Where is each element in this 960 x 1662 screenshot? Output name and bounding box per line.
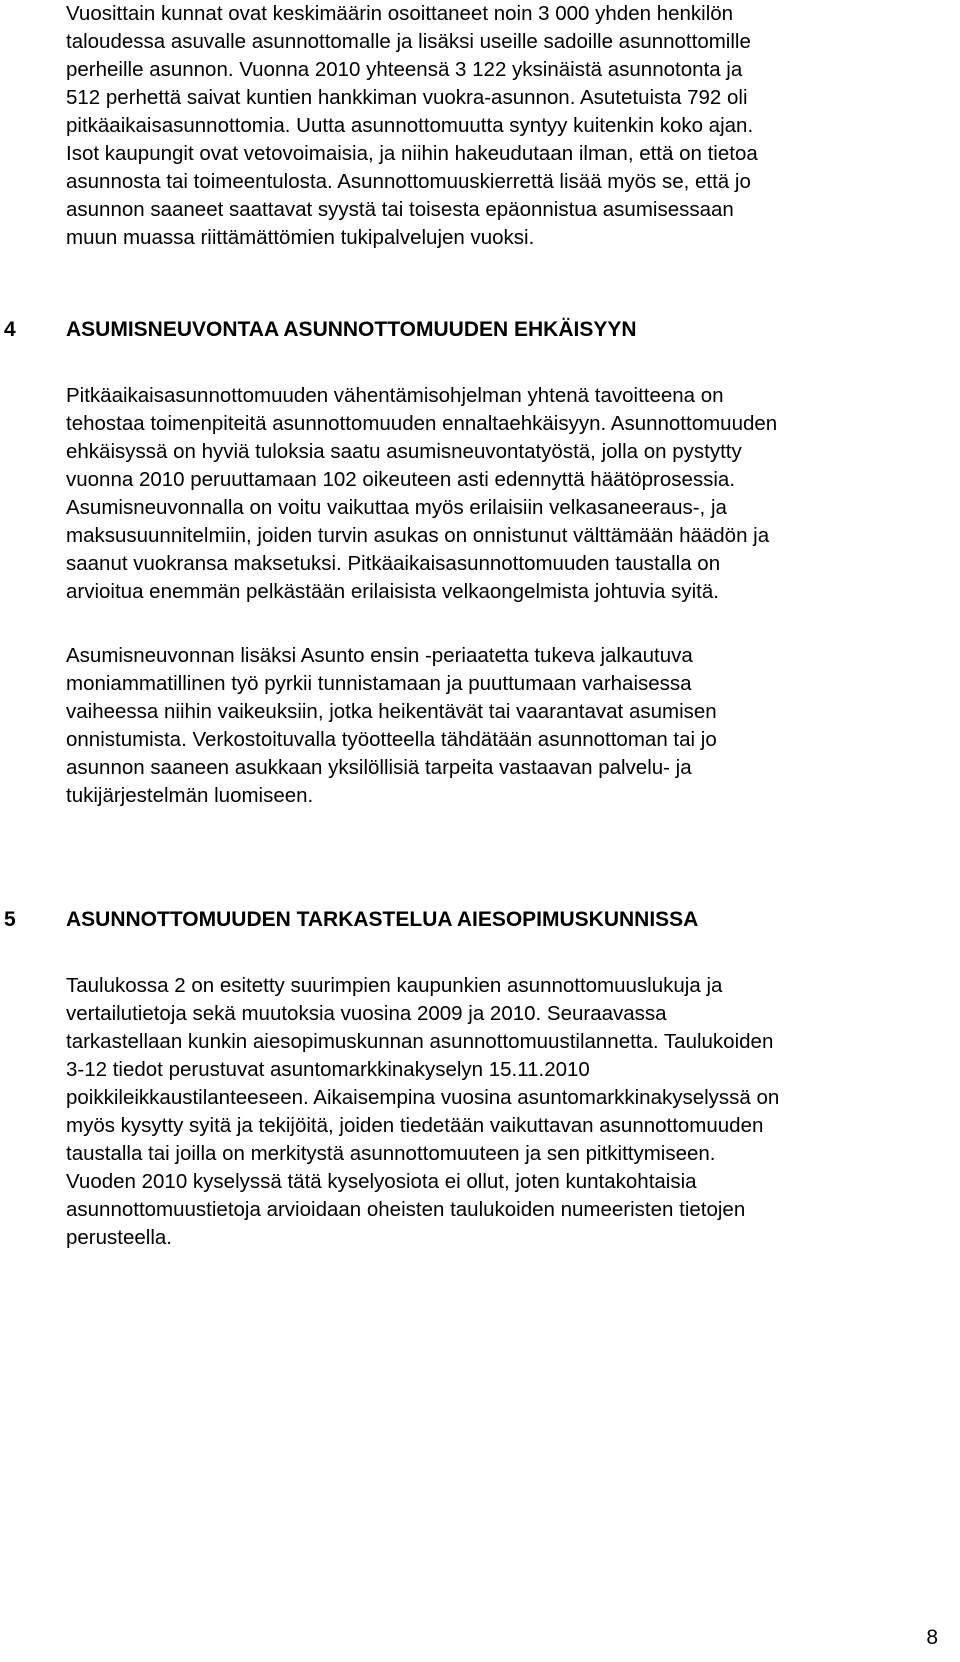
text-line: taustalla tai joilla on merkitystä asunnottomuuteen ja sen pitkittymiseen. xyxy=(66,1142,716,1165)
section-4-number: 4 xyxy=(4,318,16,341)
section-5-number: 5 xyxy=(4,908,16,931)
text-line: muun muassa riittämättömien tukipalvelujen vuoksi. xyxy=(66,226,535,249)
section-4-paragraph-1 xyxy=(66,382,934,606)
text-line: ehkäisyssä on hyviä tuloksia saatu asumisneuvontatyöstä, jolla on pystytty xyxy=(66,440,742,463)
text-line: vuonna 2010 peruuttamaan 102 oikeuteen asti edennyttä häätöprosessia. xyxy=(66,468,736,491)
text-line: Taulukossa 2 on esitetty suurimpien kaupunkien asunnottomuuslukuja ja xyxy=(66,974,723,997)
section-4-paragraph-2 xyxy=(66,642,934,810)
text-line: Vuoden 2010 kyselyssä tätä kyselyosiota ei ollut, joten kuntakohtaisia xyxy=(66,1170,697,1193)
text-line: myös kysytty syitä ja tekijöitä, joiden tiedetään vaikuttavan asunnottomuuden xyxy=(66,1114,764,1137)
text-line: vaiheessa niihin vaikeuksiin, jotka heikentävät tai vaarantavat asumisen xyxy=(66,700,717,723)
text-line: saanut vuokransa maksetuksi. Pitkäaikaisasunnottomuuden taustalla on xyxy=(66,552,721,575)
text-line: maksusuunnitelmiin, joiden turvin asukas on onnistunut välttämään häädön ja xyxy=(66,524,770,547)
text-line: moniammatillinen työ pyrkii tunnistamaan ja puuttumaan varhaisessa xyxy=(66,672,692,695)
text-line: 3-12 tiedot perustuvat asuntomarkkinakyselyn 15.11.2010 xyxy=(66,1058,590,1081)
text-line: arvioitua enemmän pelkästään erilaisista velkaongelmista johtuvia syitä. xyxy=(66,580,719,603)
text-line: perheille asunnon. Vuonna 2010 yhteensä 3 122 yksinäistä asunnotonta ja xyxy=(66,58,743,81)
text-line: Asumisneuvonnan lisäksi Asunto ensin -periaatetta tukeva jalkautuva xyxy=(66,644,693,667)
section-5-title: ASUNNOTTOMUUDEN TARKASTELUA AIESOPIMUSKUNNISSA xyxy=(66,908,699,931)
text-line: perusteella. xyxy=(66,1226,172,1249)
text-line: pitkäaikaisasunnottomia. Uutta asunnottomuutta syntyy kuitenkin koko ajan. xyxy=(66,114,754,137)
text-line: tarkastellaan kunkin aiesopimuskunnan asunnottomuustilannetta. Taulukoiden xyxy=(66,1030,774,1053)
text-line: asunnottomuustietoja arvioidaan oheisten taulukoiden numeeristen tietojen xyxy=(66,1198,746,1221)
section-4-title: ASUMISNEUVONTAA ASUNNOTTOMUUDEN EHKÄISYYN xyxy=(66,318,637,341)
text-line: taloudessa asuvalle asunnottomalle ja lisäksi useille sadoille asunnottomille xyxy=(66,30,751,53)
text-line: Asumisneuvonnalla on voitu vaikuttaa myös erilaisiin velkasaneeraus-, ja xyxy=(66,496,727,519)
text-line: vertailutietoja sekä muutoksia vuosina 2009 ja 2010. Seuraavassa xyxy=(66,1002,667,1025)
text-line: asunnon saaneet saattavat syystä tai toisesta epäonnistua asumisessaan xyxy=(66,198,734,221)
text-line: Vuosittain kunnat ovat keskimäärin osoittaneet noin 3 000 yhden henkilön xyxy=(66,2,734,25)
text-line: poikkileikkaustilanteeseen. Aikaisempina vuosina asuntomarkkinakyselyssä on xyxy=(66,1086,780,1109)
section-5-paragraph-1 xyxy=(66,972,934,1252)
text-line: asunnosta tai toimeentulosta. Asunnottomuuskierrettä lisää myös se, että jo xyxy=(66,170,751,193)
text-line: onnistumista. Verkostoituvalla työotteella tähdätään asunnottoman tai jo xyxy=(66,728,717,751)
text-line: asunnon saaneen asukkaan yksilöllisiä tarpeita vastaavan palvelu- ja xyxy=(66,756,692,779)
page-number: 8 xyxy=(926,1626,938,1649)
text-line: tukijärjestelmän luomiseen. xyxy=(66,784,314,807)
text-line: 512 perhettä saivat kuntien hankkiman vuokra-asunnon. Asutetuista 792 oli xyxy=(66,86,748,109)
paragraph-intro xyxy=(66,0,934,252)
text-line: Pitkäaikaisasunnottomuuden vähentämisohjelman yhtenä tavoitteena on xyxy=(66,384,724,407)
text-line: Isot kaupungit ovat vetovoimaisia, ja niihin hakeudutaan ilman, että on tietoa xyxy=(66,142,758,165)
text-line: tehostaa toimenpiteitä asunnottomuuden ennaltaehkäisyyn. Asunnottomuuden xyxy=(66,412,778,435)
